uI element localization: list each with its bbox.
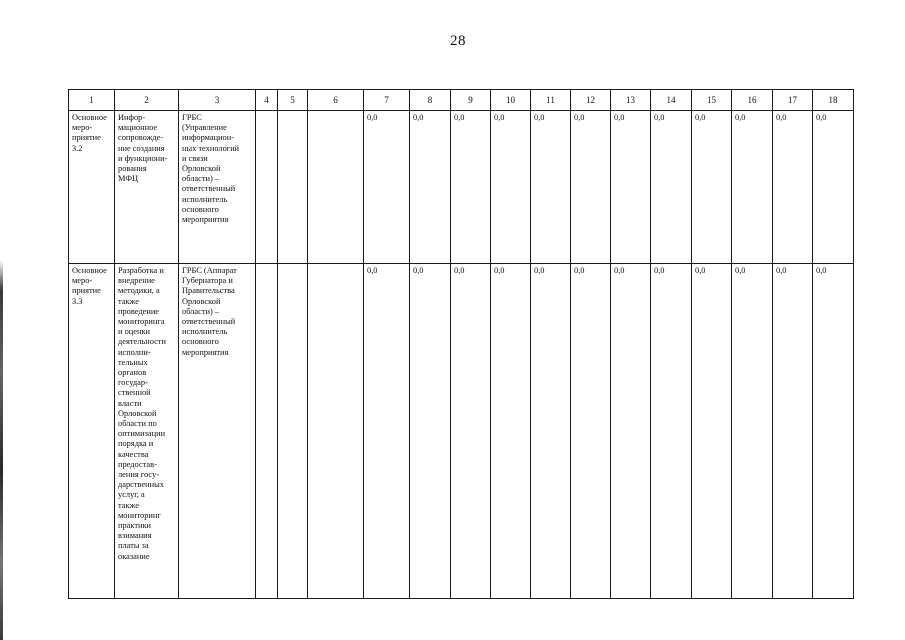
responsible-cell: ГРБС (Аппарат Губернатора и Правительства Орловской области) – ответственный исполнитель основного мероприятия <box>179 264 256 599</box>
header-cell: 17 <box>773 90 813 111</box>
value-cell: 0,0 <box>692 264 732 599</box>
header-cell: 6 <box>308 90 364 111</box>
scan-edge-shadow <box>0 260 3 640</box>
header-cell: 1 <box>69 90 115 111</box>
header-cell: 16 <box>732 90 773 111</box>
value-cell: 0,0 <box>732 111 773 264</box>
header-cell: 2 <box>115 90 179 111</box>
header-cell: 15 <box>692 90 732 111</box>
program-table <box>68 89 854 599</box>
value-cell: 0,0 <box>571 264 611 599</box>
empty-cell <box>308 264 364 599</box>
empty-cell <box>308 111 364 264</box>
activity-title-cell: Инфор- мационное сопровожде- ние создания и функциони- рования МФЦ <box>115 111 179 264</box>
value-cell: 0,0 <box>410 264 451 599</box>
value-cell: 0,0 <box>364 264 410 599</box>
value-cell: 0,0 <box>364 111 410 264</box>
header-cell: 13 <box>611 90 651 111</box>
header-cell: 11 <box>531 90 571 111</box>
value-cell: 0,0 <box>651 111 692 264</box>
header-cell: 14 <box>651 90 692 111</box>
value-cell: 0,0 <box>651 264 692 599</box>
header-cell: 5 <box>278 90 308 111</box>
header-cell: 3 <box>179 90 256 111</box>
responsible-cell: ГРБС (Управление информацион- ных технологий и связи Орловской области) – ответственный исполнитель основного мероприятия <box>179 111 256 264</box>
table-row <box>69 264 854 599</box>
value-cell: 0,0 <box>531 111 571 264</box>
value-cell: 0,0 <box>531 264 571 599</box>
table-row <box>69 111 854 264</box>
header-cell: 7 <box>364 90 410 111</box>
value-cell: 0,0 <box>732 264 773 599</box>
value-cell: 0,0 <box>813 111 854 264</box>
value-cell: 0,0 <box>491 264 531 599</box>
value-cell: 0,0 <box>813 264 854 599</box>
header-cell: 4 <box>256 90 278 111</box>
value-cell: 0,0 <box>491 111 531 264</box>
value-cell: 0,0 <box>773 111 813 264</box>
value-cell: 0,0 <box>571 111 611 264</box>
value-cell: 0,0 <box>773 264 813 599</box>
empty-cell <box>278 264 308 599</box>
activity-title-cell: Разработка и внедрение методики, а также проведение мониторинга и оценки деятельности исполни- тельных органов государ- ственной власти Орловской области по оптимизации порядка и качества предостав- ления госу- дарственных услуг, а также мониторинг практики взимания платы за оказание <box>115 264 179 599</box>
value-cell: 0,0 <box>611 111 651 264</box>
empty-cell <box>256 111 278 264</box>
value-cell: 0,0 <box>611 264 651 599</box>
value-cell: 0,0 <box>692 111 732 264</box>
value-cell: 0,0 <box>451 264 491 599</box>
header-cell: 8 <box>410 90 451 111</box>
empty-cell <box>278 111 308 264</box>
empty-cell <box>256 264 278 599</box>
header-row <box>69 90 854 111</box>
activity-code-cell: Основное меро- приятие 3.2 <box>69 111 115 264</box>
value-cell: 0,0 <box>451 111 491 264</box>
activity-code-cell: Основное меро- приятие 3.3 <box>69 264 115 599</box>
header-cell: 10 <box>491 90 531 111</box>
page-number: 28 <box>450 33 466 49</box>
header-cell: 9 <box>451 90 491 111</box>
value-cell: 0,0 <box>410 111 451 264</box>
header-cell: 12 <box>571 90 611 111</box>
header-cell: 18 <box>813 90 854 111</box>
